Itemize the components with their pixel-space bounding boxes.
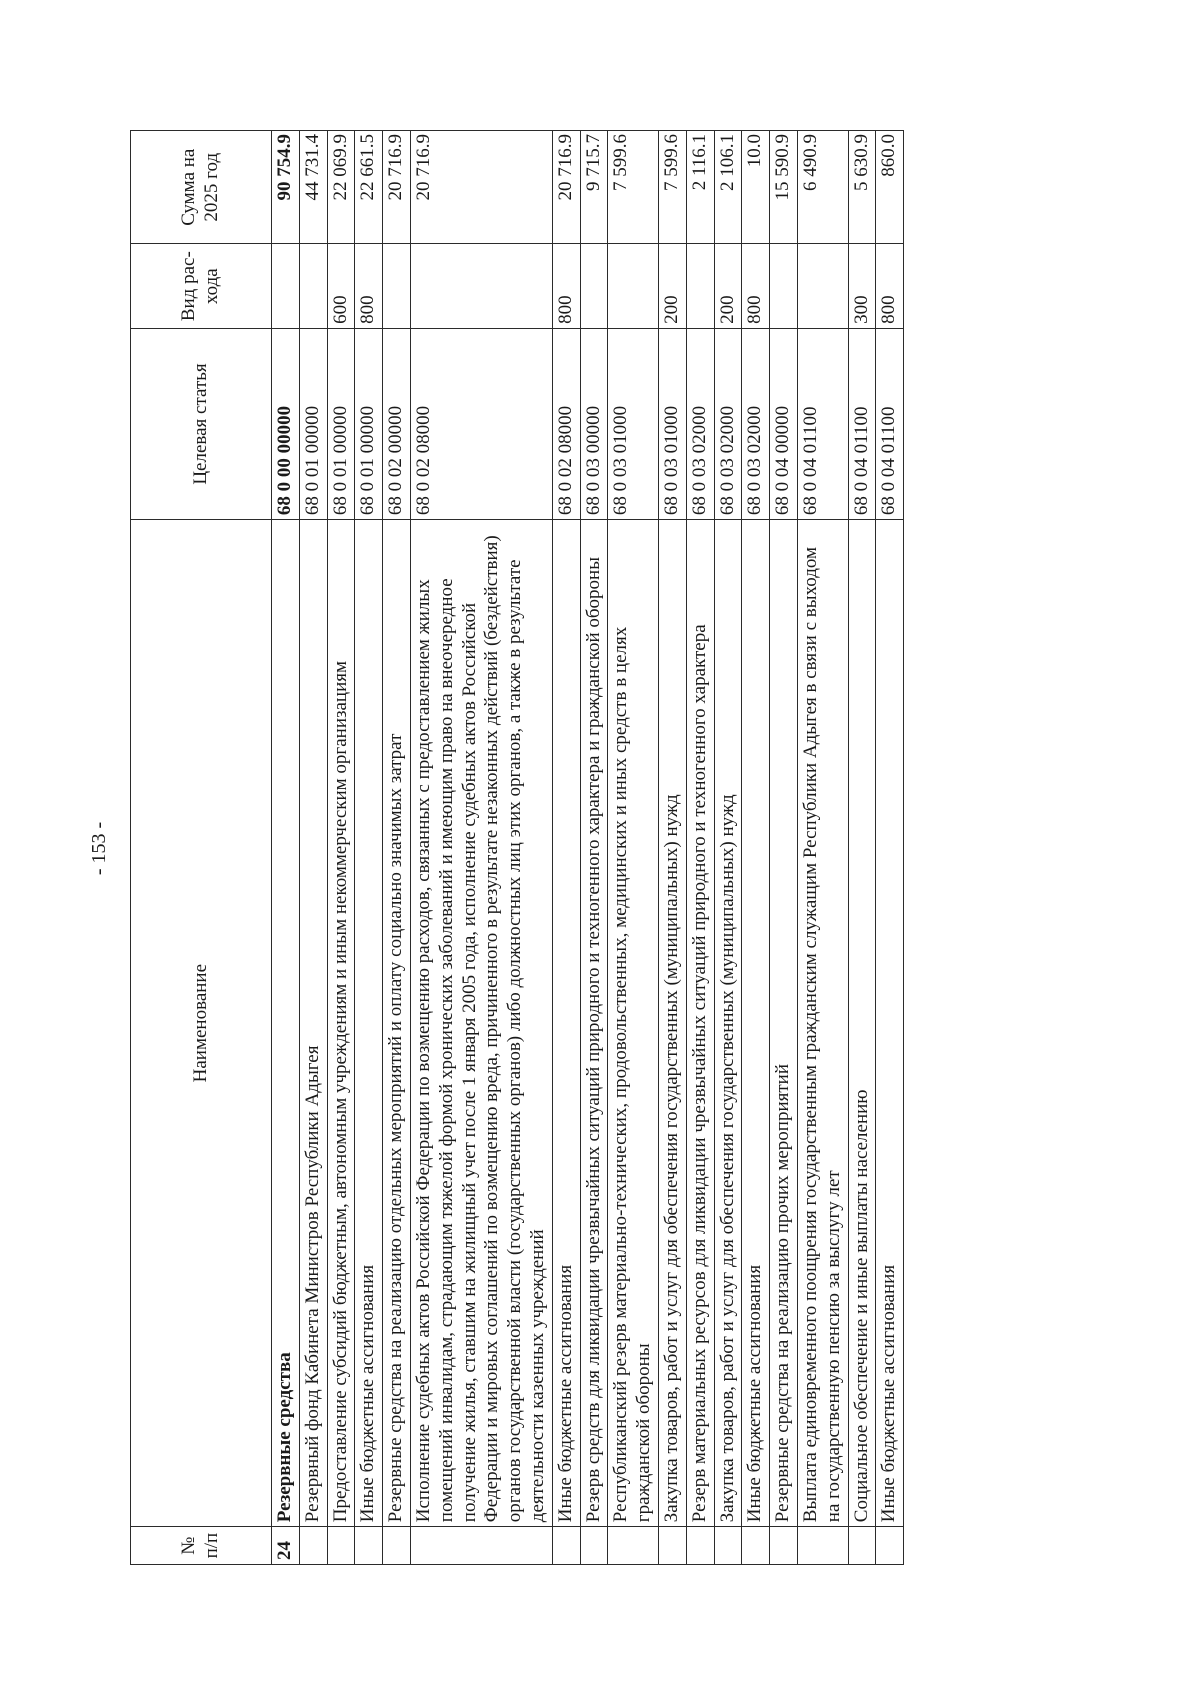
row-num-cell xyxy=(580,1527,608,1565)
table-row xyxy=(848,131,876,1565)
row-kind-cell xyxy=(272,244,300,328)
row-kind-cell xyxy=(686,244,714,328)
row-target-cell: 68 0 02 00000 xyxy=(383,328,411,519)
table-row xyxy=(410,131,552,1565)
row-sum-cell: 44 731.4 xyxy=(299,131,327,244)
row-sum-cell: 15 590.9 xyxy=(770,131,798,244)
row-target-cell: 68 0 02 08000 xyxy=(410,328,552,519)
header-num: № п/п xyxy=(131,1527,272,1565)
row-target-cell: 68 0 04 01100 xyxy=(876,328,904,519)
row-target-cell: 68 0 03 01000 xyxy=(608,328,659,519)
row-kind-cell: 200 xyxy=(714,244,742,328)
row-num-cell xyxy=(608,1527,659,1565)
row-sum-cell: 20 716.9 xyxy=(552,131,580,244)
row-kind-cell: 800 xyxy=(742,244,770,328)
page-number: - 153 - xyxy=(88,821,110,876)
row-sum-cell: 2 116.1 xyxy=(686,131,714,244)
row-target-cell: 68 0 02 08000 xyxy=(552,328,580,519)
row-target-cell: 68 0 03 01000 xyxy=(658,328,686,519)
row-sum-cell: 2 106.1 xyxy=(714,131,742,244)
row-target-cell: 68 0 04 01100 xyxy=(848,328,876,519)
row-num-cell xyxy=(686,1527,714,1565)
row-kind-cell xyxy=(608,244,659,328)
row-num-cell: 24 xyxy=(272,1527,300,1565)
row-sum-cell: 22 661.5 xyxy=(355,131,383,244)
row-kind-cell: 300 xyxy=(848,244,876,328)
row-name-cell: Иные бюджетные ассигнования xyxy=(355,520,383,1527)
row-target-cell: 68 0 01 00000 xyxy=(355,328,383,519)
row-kind-cell xyxy=(383,244,411,328)
row-name-cell: Выплата единовременного поощрения государственным гражданским служащим Республики Адыгея в связи с выходом на государственную пенсию за выслугу лет xyxy=(797,520,848,1527)
row-name-cell: Закупка товаров, работ и услуг для обеспечения государственных (муниципальных) нужд xyxy=(658,520,686,1527)
table-row xyxy=(770,131,798,1565)
row-num-cell xyxy=(848,1527,876,1565)
row-kind-cell xyxy=(770,244,798,328)
row-name-cell: Резервные средства xyxy=(272,520,300,1527)
table-row xyxy=(580,131,608,1565)
row-name-cell: Резерв средств для ликвидации чрезвычайных ситуаций природного и техногенного характера и гражданской обороны xyxy=(580,520,608,1527)
row-target-cell: 68 0 01 00000 xyxy=(327,328,355,519)
row-kind-cell xyxy=(410,244,552,328)
row-num-cell xyxy=(876,1527,904,1565)
row-num-cell xyxy=(327,1527,355,1565)
header-target: Целевая статья xyxy=(131,328,272,519)
row-sum-cell: 5 630.9 xyxy=(848,131,876,244)
row-num-cell xyxy=(714,1527,742,1565)
row-kind-cell: 800 xyxy=(355,244,383,328)
row-num-cell xyxy=(383,1527,411,1565)
table-row xyxy=(658,131,686,1565)
row-sum-cell: 7 599.6 xyxy=(608,131,659,244)
row-name-cell: Закупка товаров, работ и услуг для обеспечения государственных (муниципальных) нужд xyxy=(714,520,742,1527)
row-num-cell xyxy=(299,1527,327,1565)
row-name-cell: Республиканский резерв материально-технических, продовольственных, медицинских и иных средств в целях гражданской обороны xyxy=(608,520,659,1527)
row-kind-cell: 800 xyxy=(552,244,580,328)
table-row xyxy=(299,131,327,1565)
table-row xyxy=(876,131,904,1565)
table-row xyxy=(742,131,770,1565)
row-name-cell: Социальное обеспечение и иные выплаты населению xyxy=(848,520,876,1527)
table-header-row xyxy=(131,131,272,1565)
table-row xyxy=(327,131,355,1565)
row-kind-cell xyxy=(797,244,848,328)
row-num-cell xyxy=(797,1527,848,1565)
row-name-cell: Иные бюджетные ассигнования xyxy=(876,520,904,1527)
row-kind-cell xyxy=(299,244,327,328)
table-row xyxy=(714,131,742,1565)
row-target-cell: 68 0 03 02000 xyxy=(742,328,770,519)
row-name-cell: Исполнение судебных актов Российской Федерации по возмещению расходов, связанных с предоставлением жилых помещений инвалидам, страдающим тяжелой формой хронических заболеваний и имеющим право на внеочередное получение жилья, ставшим на жилищный учет после 1 января 2005 года, исполнение судебных актов Российской Федерации и мировых соглашений по возмещению вреда, причиненного в результате незаконных действий (бездействия) органов государственной власти (государственных органов) либо должностных лиц этих органов, а также в результате деятельности казенных учреждений xyxy=(410,520,552,1527)
row-sum-cell: 6 490.9 xyxy=(797,131,848,244)
row-sum-cell: 860.0 xyxy=(876,131,904,244)
row-num-cell xyxy=(742,1527,770,1565)
row-name-cell: Резервные средства на реализацию прочих мероприятий xyxy=(770,520,798,1527)
table-row xyxy=(608,131,659,1565)
table-row xyxy=(797,131,848,1565)
row-target-cell: 68 0 03 00000 xyxy=(580,328,608,519)
row-sum-cell: 9 715.7 xyxy=(580,131,608,244)
budget-table xyxy=(130,130,904,1565)
row-sum-cell: 10.0 xyxy=(742,131,770,244)
header-name: Наименование xyxy=(131,520,272,1527)
row-num-cell xyxy=(410,1527,552,1565)
row-sum-cell: 20 716.9 xyxy=(383,131,411,244)
row-kind-cell: 600 xyxy=(327,244,355,328)
table-row xyxy=(272,131,300,1565)
row-target-cell: 68 0 03 02000 xyxy=(714,328,742,519)
row-sum-cell: 7 599.6 xyxy=(658,131,686,244)
row-sum-cell: 22 069.9 xyxy=(327,131,355,244)
row-kind-cell: 200 xyxy=(658,244,686,328)
row-num-cell xyxy=(770,1527,798,1565)
table-row xyxy=(686,131,714,1565)
table-row xyxy=(355,131,383,1565)
header-sum: Сумма на 2025 год xyxy=(131,131,272,244)
row-target-cell: 68 0 03 02000 xyxy=(686,328,714,519)
row-target-cell: 68 0 04 00000 xyxy=(770,328,798,519)
header-kind: Вид рас- хода xyxy=(131,244,272,328)
row-num-cell xyxy=(552,1527,580,1565)
table-body xyxy=(272,131,904,1565)
row-name-cell: Резервные средства на реализацию отдельных мероприятий и оплату социально значимых затрат xyxy=(383,520,411,1527)
row-target-cell: 68 0 04 01100 xyxy=(797,328,848,519)
row-kind-cell xyxy=(580,244,608,328)
row-name-cell: Резерв материальных ресурсов для ликвидации чрезвычайных ситуаций природного и техногенного характера xyxy=(686,520,714,1527)
table-row xyxy=(552,131,580,1565)
row-sum-cell: 20 716.9 xyxy=(410,131,552,244)
table-row xyxy=(383,131,411,1565)
row-num-cell xyxy=(355,1527,383,1565)
row-name-cell: Резервный фонд Кабинета Министров Республики Адыгея xyxy=(299,520,327,1527)
row-sum-cell: 90 754.9 xyxy=(272,131,300,244)
row-target-cell: 68 0 00 00000 xyxy=(272,328,300,519)
row-name-cell: Предоставление субсидий бюджетным, автономным учреждениям и иным некоммерческим организациям xyxy=(327,520,355,1527)
row-num-cell xyxy=(658,1527,686,1565)
row-target-cell: 68 0 01 00000 xyxy=(299,328,327,519)
row-name-cell: Иные бюджетные ассигнования xyxy=(742,520,770,1527)
row-name-cell: Иные бюджетные ассигнования xyxy=(552,520,580,1527)
row-kind-cell: 800 xyxy=(876,244,904,328)
